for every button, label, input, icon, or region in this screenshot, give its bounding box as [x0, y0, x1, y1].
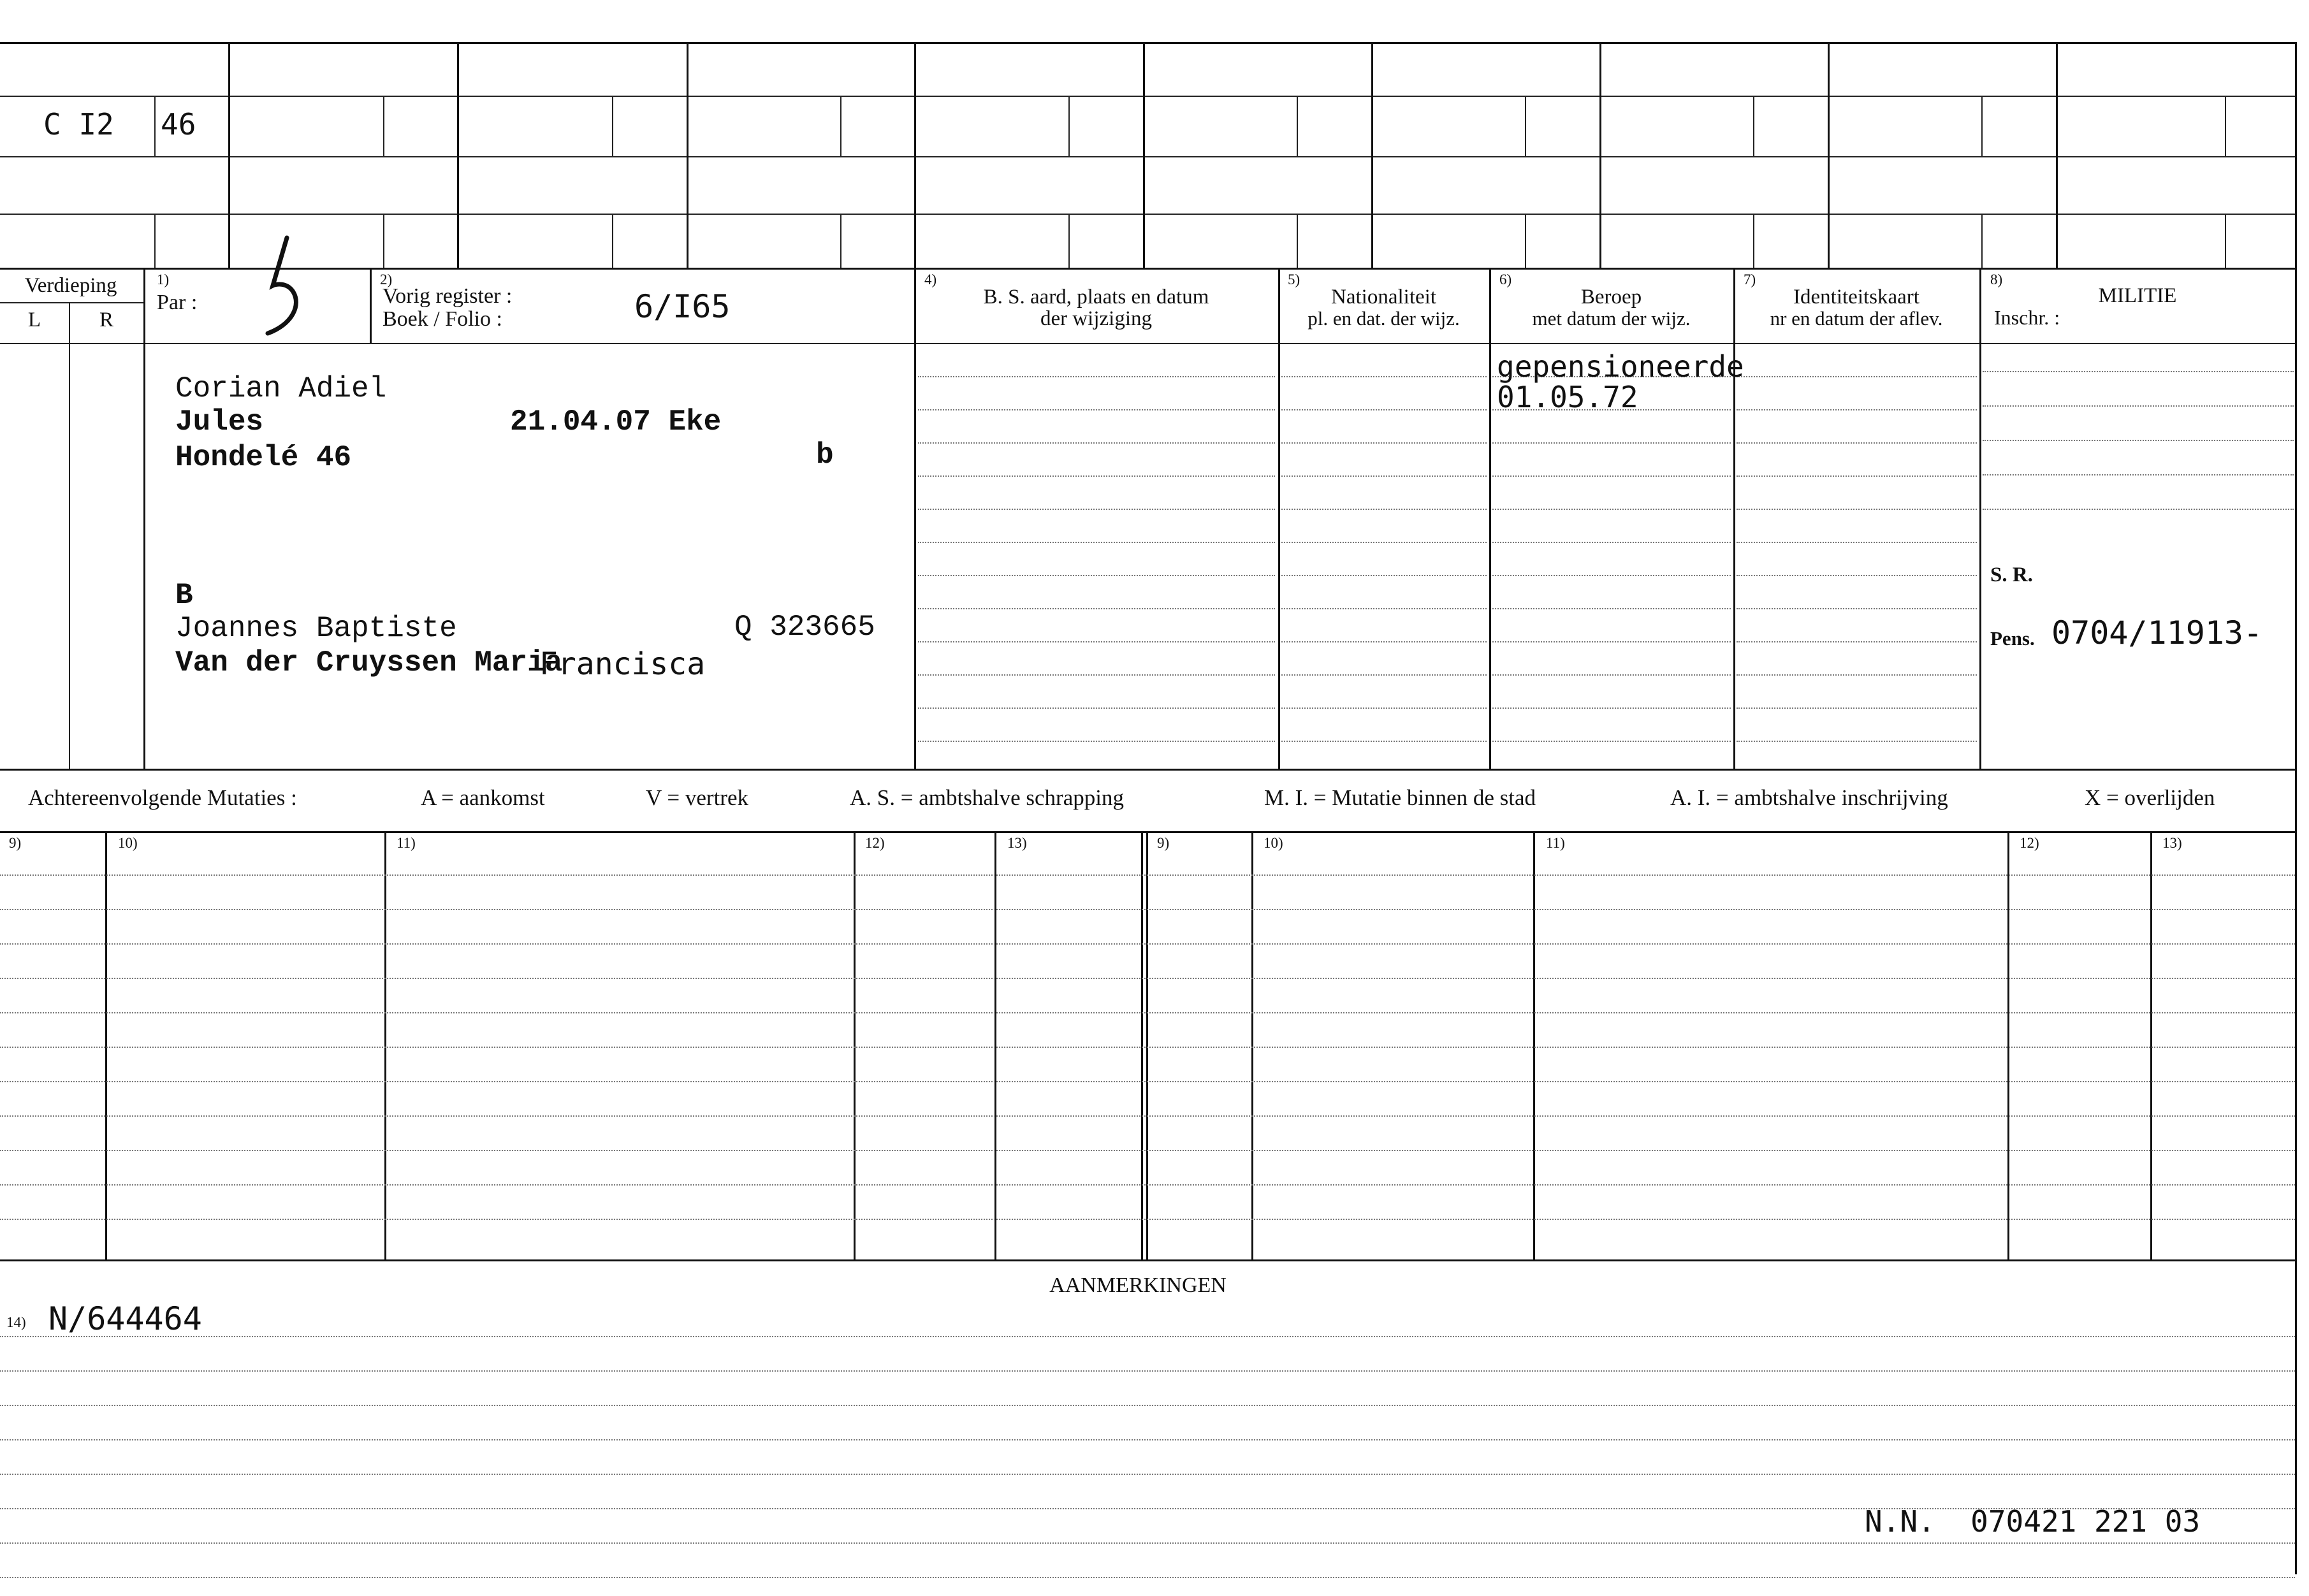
ident-ruled-line — [1737, 409, 1977, 410]
ident-line2: nr en datum der aflev. — [1770, 307, 1943, 330]
ident-ruled-line — [1737, 575, 1977, 576]
militie-ruled-line — [1983, 371, 2294, 372]
ident-num: 7) — [1744, 272, 1756, 287]
mutation-ruled-line — [0, 1115, 2295, 1117]
mutations-title: Achtereenvolgende Mutaties : — [28, 785, 297, 810]
mut-col-12b: 12) — [2020, 835, 2039, 851]
spouse-id: Q 323665 — [734, 611, 875, 644]
beroep-ruled-line — [1492, 542, 1731, 543]
nat-line2: pl. en dat. der wijz. — [1307, 307, 1460, 330]
remarks-nn: N.N. 070421 221 03 — [1865, 1504, 2201, 1539]
nat-ruled-line — [1281, 608, 1487, 609]
mut-col-10a: 10) — [118, 835, 138, 851]
ident-line1: Identiteitskaart — [1793, 286, 1919, 308]
remarks-ruled-line — [0, 1405, 2295, 1406]
beroep-ruled-line — [1492, 741, 1731, 742]
beroep-ruled-line — [1492, 707, 1731, 709]
remarks-ruled-line — [0, 1474, 2295, 1475]
beroep-job: gepensioneerde — [1497, 349, 1744, 384]
bs-line1: B. S. aard, plaats en datum — [983, 286, 1209, 308]
mutation-v: V = vertrek — [646, 785, 748, 810]
mutation-ruled-line — [0, 943, 2295, 945]
ident-ruled-line — [1737, 741, 1977, 742]
militie-pens-value: 0704/11913- — [2051, 614, 2263, 651]
militie-ruled-line — [1983, 474, 2294, 475]
militie-sr: S. R. — [1990, 563, 2033, 586]
nat-ruled-line — [1281, 376, 1487, 377]
bs-ruled-line — [918, 674, 1275, 676]
beroep-line1: Beroep — [1580, 286, 1642, 308]
person-address: Hondelé 46 — [175, 441, 352, 474]
mutation-x: X = overlijden — [2085, 785, 2215, 810]
remarks-ruled-line — [0, 1542, 2295, 1544]
person-name: Corian Adiel — [175, 372, 387, 405]
remarks-ruled-line — [0, 1577, 2295, 1578]
ident-ruled-line — [1737, 475, 1977, 477]
nat-ruled-line — [1281, 442, 1487, 444]
remarks-num: 14) — [6, 1314, 26, 1330]
spouse-line3: Van der Cruyssen Maria — [175, 646, 563, 679]
nat-num: 5) — [1288, 272, 1300, 287]
militie-num: 8) — [1990, 272, 2003, 287]
nat-ruled-line — [1281, 674, 1487, 676]
bs-ruled-line — [918, 376, 1275, 377]
militie-ruled-line — [1983, 509, 2294, 510]
par-label: Par : — [157, 291, 198, 314]
card-series: C I2 — [43, 107, 114, 141]
militie-inschr: Inschr. : — [1994, 306, 2060, 329]
bs-ruled-line — [918, 475, 1275, 477]
mut-col-9b: 9) — [1157, 835, 1170, 851]
nat-ruled-line — [1281, 409, 1487, 410]
nat-ruled-line — [1281, 741, 1487, 742]
mutation-ruled-line — [0, 978, 2295, 979]
bs-num: 4) — [924, 272, 937, 287]
beroep-ruled-line — [1492, 608, 1731, 609]
remarks-title: AANMERKINGEN — [1049, 1273, 1227, 1297]
remarks-ruled-line — [0, 1439, 2295, 1440]
mut-col-12a: 12) — [865, 835, 885, 851]
par-num: 1) — [157, 272, 170, 287]
ident-ruled-line — [1737, 376, 1977, 377]
ident-ruled-line — [1737, 542, 1977, 543]
mutation-ruled-line — [0, 874, 2295, 876]
ident-ruled-line — [1737, 707, 1977, 709]
militie-pens-label: Pens. — [1990, 627, 2035, 649]
militie-ruled-line — [1983, 440, 2294, 441]
mutation-ruled-line — [0, 1047, 2295, 1048]
mut-col-10b: 10) — [1264, 835, 1283, 851]
mutation-ruled-line — [0, 1219, 2295, 1220]
remarks-entry: N/644464 — [48, 1300, 202, 1337]
nat-ruled-line — [1281, 575, 1487, 576]
ident-ruled-line — [1737, 608, 1977, 609]
vorig-boek-label: Boek / Folio : — [382, 307, 502, 331]
bs-ruled-line — [918, 641, 1275, 642]
vorig-register-label: Vorig register : — [382, 284, 513, 308]
mut-col-13b: 13) — [2162, 835, 2182, 851]
spouse-line3b: Francisca — [539, 646, 706, 682]
mutation-ruled-line — [0, 1184, 2295, 1186]
militie-title: MILITIE — [2098, 284, 2177, 307]
mut-col-13a: 13) — [1007, 835, 1027, 851]
remarks-ruled-line — [0, 1336, 2295, 1337]
verdieping-l: L — [27, 308, 41, 331]
mutation-ruled-line — [0, 1150, 2295, 1151]
vorig-value: 6/I65 — [634, 288, 731, 325]
mutation-ruled-line — [0, 909, 2295, 910]
card-number: 46 — [161, 107, 196, 141]
verdieping-label: Verdieping — [24, 274, 117, 297]
person-firstname: Jules — [175, 405, 264, 439]
verdieping-r: R — [99, 308, 113, 331]
nat-ruled-line — [1281, 509, 1487, 510]
bs-ruled-line — [918, 741, 1275, 742]
beroep-ruled-line — [1492, 641, 1731, 642]
nat-ruled-line — [1281, 475, 1487, 477]
bs-ruled-line — [918, 509, 1275, 510]
remarks-ruled-line — [0, 1508, 2295, 1509]
mutation-ruled-line — [0, 1012, 2295, 1013]
bs-ruled-line — [918, 608, 1275, 609]
vorig-num: 2) — [380, 272, 393, 287]
bs-ruled-line — [918, 442, 1275, 444]
beroep-ruled-line — [1492, 475, 1731, 477]
beroep-ruled-line — [1492, 575, 1731, 576]
ident-ruled-line — [1737, 641, 1977, 642]
person-birth: 21.04.07 Eke — [510, 405, 722, 439]
bs-ruled-line — [918, 542, 1275, 543]
nat-ruled-line — [1281, 707, 1487, 709]
beroep-date: 01.05.72 — [1497, 380, 1638, 414]
mut-col-9a: 9) — [9, 835, 22, 851]
beroep-ruled-line — [1492, 442, 1731, 444]
ident-ruled-line — [1737, 509, 1977, 510]
mutation-ai: A. I. = ambtshalve inschrijving — [1670, 785, 1948, 810]
par-handwritten-mark — [242, 235, 319, 343]
mutation-mi: M. I. = Mutatie binnen de stad — [1264, 785, 1536, 810]
mutation-ruled-line — [0, 1081, 2295, 1082]
mutation-as: A. S. = ambtshalve schrapping — [850, 785, 1124, 810]
nat-ruled-line — [1281, 542, 1487, 543]
bs-ruled-line — [918, 707, 1275, 709]
beroep-ruled-line — [1492, 674, 1731, 676]
beroep-num: 6) — [1499, 272, 1512, 287]
spouse-name: Joannes Baptiste — [175, 612, 457, 645]
militie-ruled-line — [1983, 405, 2294, 407]
bs-line2: der wijziging — [1040, 307, 1153, 330]
person-code: b — [816, 439, 834, 472]
beroep-ruled-line — [1492, 509, 1731, 510]
ident-ruled-line — [1737, 442, 1977, 444]
mutation-a: A = aankomst — [421, 785, 545, 810]
remarks-ruled-line — [0, 1370, 2295, 1372]
nat-ruled-line — [1281, 641, 1487, 642]
bs-ruled-line — [918, 575, 1275, 576]
spouse-mark: B — [175, 579, 193, 612]
beroep-line2: met datum der wijz. — [1532, 307, 1691, 330]
ident-ruled-line — [1737, 674, 1977, 676]
mut-col-11b: 11) — [1546, 835, 1565, 851]
mut-col-11a: 11) — [397, 835, 416, 851]
nat-line1: Nationaliteit — [1331, 286, 1436, 308]
bs-ruled-line — [918, 409, 1275, 410]
